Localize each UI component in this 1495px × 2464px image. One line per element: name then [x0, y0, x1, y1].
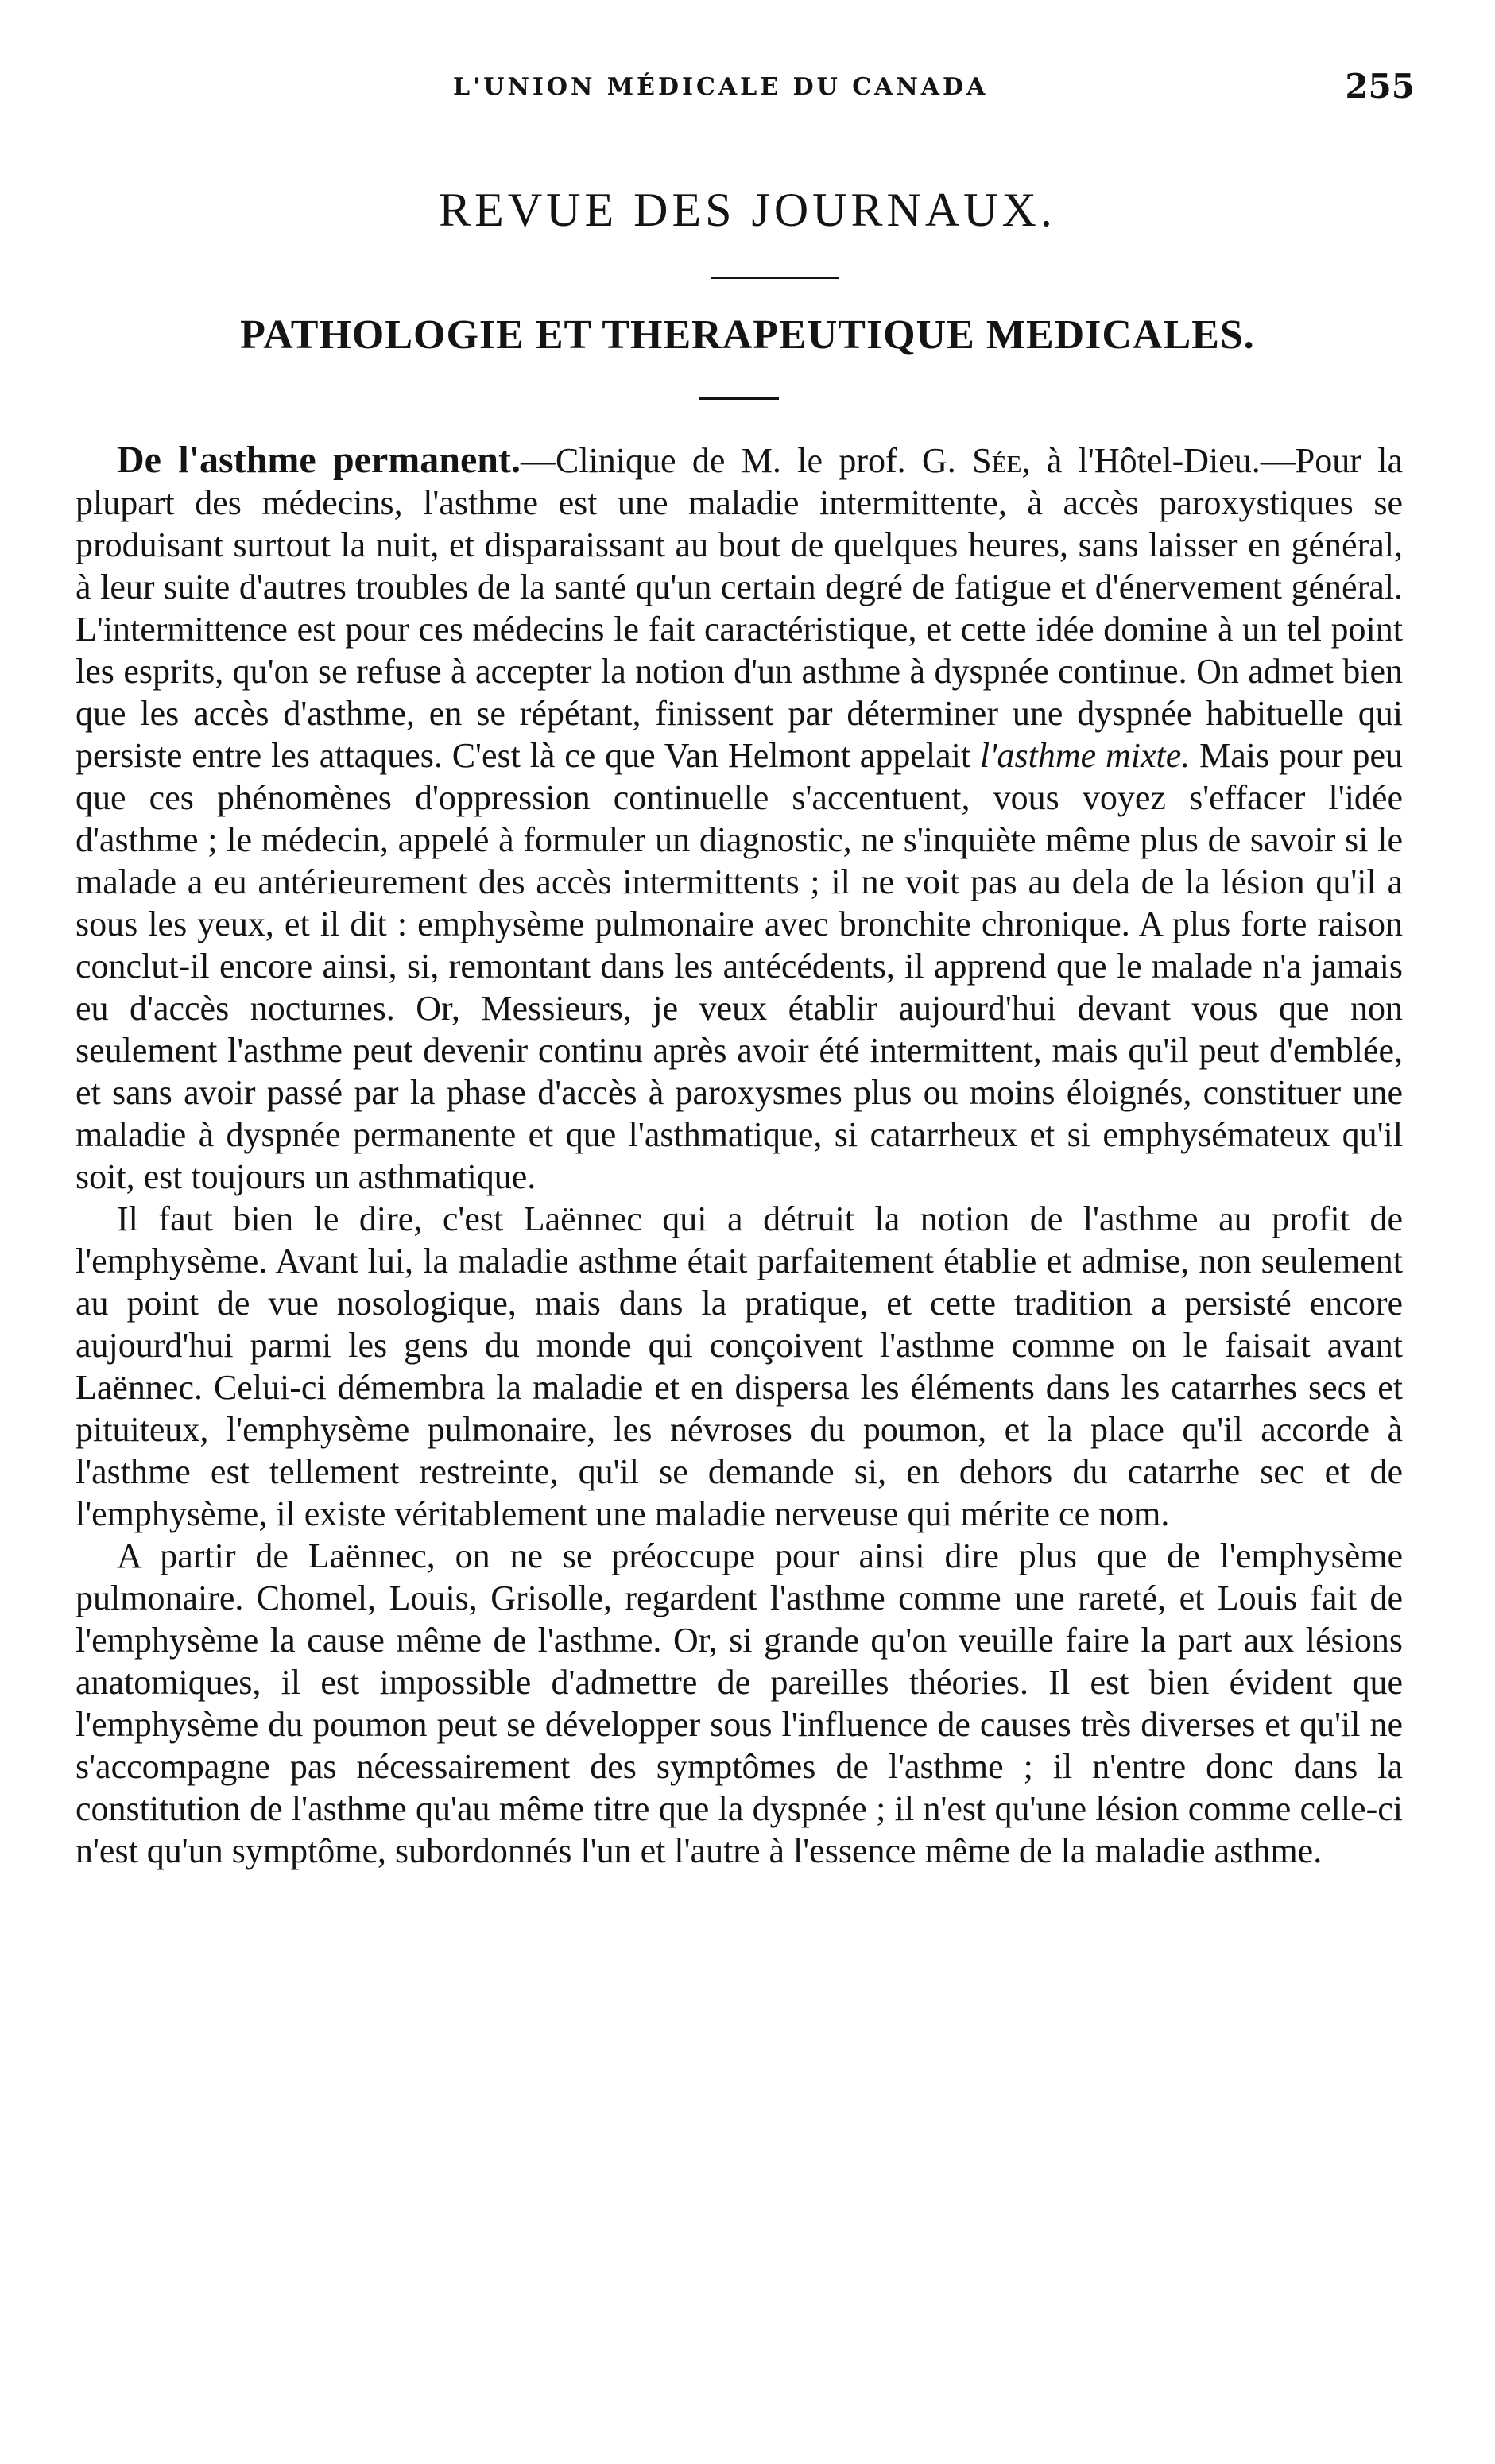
- article-lead-end: , à l'Hôtel-Dieu.: [1021, 441, 1261, 480]
- article-title: De l'asthme permanent.: [117, 439, 521, 481]
- article-paragraph-1: [76, 439, 1403, 1198]
- italic-term: l'asthme mixte.: [979, 736, 1191, 775]
- paragraph-1-text: —Pour la plupart des médecins, l'asthme est une maladie intermittente, à accès paroxystiques se produisant surtout la nuit, et disparaissant au bout de quelques heures, sans laisser en général, à leur suite d'autres troubles de la santé qu'un certain degré de fatigue et d'énervement général. L'intermittence est pour ces médecins le fait caractéristique, et cette idée domine à un tel point les esprits, qu'on se refuse à accepter la notion d'un asthme à dyspnée continue. On admet bien que les accès d'asthme, en se répétant, finissent par déterminer une dyspnée habituelle qui persiste entre les attaques. C'est là ce que Van Helmont appelait: [76, 441, 1404, 775]
- running-head: [79, 67, 1415, 110]
- professor-name: Sée: [972, 441, 1022, 480]
- article-lead: —Clinique de M. le prof. G.: [520, 441, 973, 480]
- article-paragraph-3: A partir de Laënnec, on ne se préoccupe pour ainsi dire plus que de l'emphysème pulmonaire. Chomel, Louis, Grisolle, regardent l'asthme comme une rareté, et Louis fait de l'emphysème la cause même de l'asthme. Or, si grande qu'on veuille faire la part aux lésions anatomiques, il est impossible d'admettre de pareilles théories. Il est bien évident que l'emphysème du poumon peut se développer sous l'influence de causes très diverses et qu'il ne s'accompagne pas nécessairement des symptômes de l'asthme ; il n'entre donc dans la constitution de l'asthme qu'au même titre que la dyspnée ; il n'est qu'une lésion comme celle-ci n'est qu'un symptôme, subordonnés l'un et l'autre à l'essence même de la maladie asthme.: [76, 1536, 1403, 1870]
- paragraph-1-text-continued: Mais pour peu que ces phénomènes d'oppression continuelle s'accentuent, vous voyez s'effacer l'idée d'asthme ; le médecin, appelé à formuler un diagnostic, ne s'inquiète même plus de savoir si le malade a eu antérieurement des accès intermittents ; il ne voit pas au dela de la lésion qu'il a sous les yeux, et il dit : emphysème pulmonaire avec bronchite chronique. A plus forte raison conclut-il encore ainsi, si, remontant dans les antécédents, il apprend que le malade n'a jamais eu d'accès nocturnes. Or, Messieurs, je veux établir aujourd'hui devant vous que non seulement l'asthme peut devenir continu après avoir été intermittent, mais qu'il peut d'emblée, et sans avoir passé par la phase d'accès à paroxysmes plus ou moins éloignés, constituer une maladie à dyspnée permanente et que l'asthmatique, si catarrheux et si emphysémateux qu'il soit, est toujours un asthmatique.: [76, 736, 1403, 1196]
- page-number: 255: [1345, 67, 1415, 106]
- title-divider: [711, 277, 839, 279]
- article-body: [76, 439, 1403, 1872]
- subsection-divider: [699, 397, 779, 400]
- section-title: REVUE DES JOURNAUX.: [439, 184, 1056, 236]
- article-paragraph-2: Il faut bien le dire, c'est Laënnec qui a détruit la notion de l'asthme au profit de l'emphysème. Avant lui, la maladie asthme était parfaitement établie et admise, non seulement au point de vue nosologique, mais dans la pratique, et cette tradition a persisté encore aujourd'hui parmi les gens du monde qui conçoivent l'asthme comme on le faisait avant Laënnec. Celui-ci démembra la maladie et en dispersa les éléments dans les catarrhes secs et pituiteux, l'emphysème pulmonaire, les névroses du poumon, et la place qu'il accorde à l'asthme est tellement restreinte, qu'il se demande si, en dehors du catarrhe sec et de l'emphysème, il existe véritablement une maladie nerveuse qui mérite ce nom.: [76, 1199, 1403, 1533]
- journal-name: L'UNION MÉDICALE DU CANADA: [453, 73, 989, 101]
- subsection-title: PATHOLOGIE ET THERAPEUTIQUE MEDICALES.: [240, 312, 1255, 358]
